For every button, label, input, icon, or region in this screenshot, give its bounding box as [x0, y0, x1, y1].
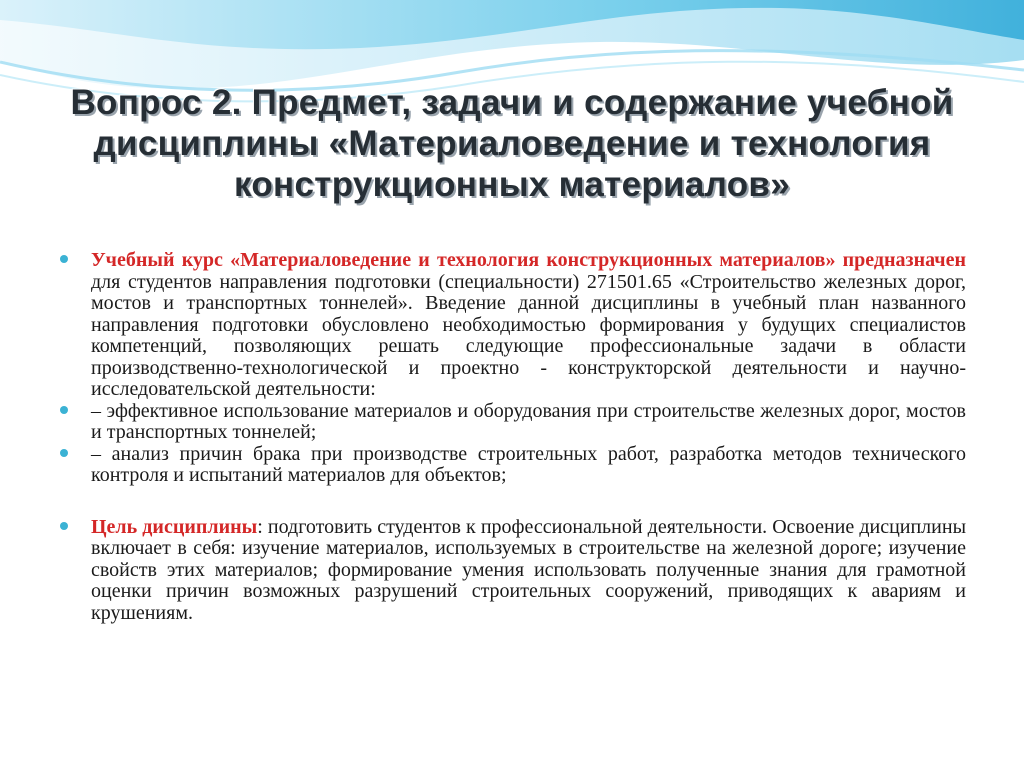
- bullet-icon: [60, 406, 68, 414]
- bullet-item-goal: [56, 517, 966, 625]
- slide-content: [56, 250, 966, 624]
- bullet-item-task-2: [56, 444, 966, 487]
- goal-lead: Цель дисциплины: [91, 515, 258, 538]
- course-lead: Учебный курс «Материаловедение и технология конструкционных материалов» предназначен: [91, 249, 966, 271]
- course-text: для студентов направления подготовки (специальности) 271501.65 «Строительство железных дорог, мостов и транспортных тоннелей». Введение данной дисциплины в учебный план названного направления подготовки обусловлено необходимостью формирования у будущих специалистов компетенций, позволяющих решать следующие профессиональные задачи в области производственно-технологической и проектно - конструкторской деятельности и научно-исследовательской деятельности:: [91, 270, 966, 400]
- bullet-item-task-1: [56, 401, 966, 444]
- task-2-text: – анализ причин брака при производстве строительных работ, разработка методов технического контроля и испытаний материалов для объектов;: [91, 442, 966, 486]
- bullet-icon: [60, 449, 68, 457]
- bullet-item-course: [56, 250, 966, 401]
- slide-title: Вопрос 2. Предмет, задачи и содержание учебной дисциплины «Материаловедение и технология конструкционных материалов»: [70, 83, 954, 204]
- goal-text: : подготовить студентов к профессиональной деятельности. Освоение дисциплины включает в себя: изучение материалов, используемых в строительстве на железной дороге; изучение свойств этих материалов; формирование умения использовать полученные знания для грамотной оценки причин возможных разрушений строительных сооружений, приводящих к авариям и крушениям.: [91, 515, 967, 624]
- bullet-icon: [60, 522, 68, 530]
- bullet-icon: [60, 255, 68, 263]
- task-1-text: – эффективное использование материалов и оборудования при строительстве железных дорог, мостов и транспортных тоннелей;: [91, 399, 966, 443]
- spacer: [56, 487, 966, 517]
